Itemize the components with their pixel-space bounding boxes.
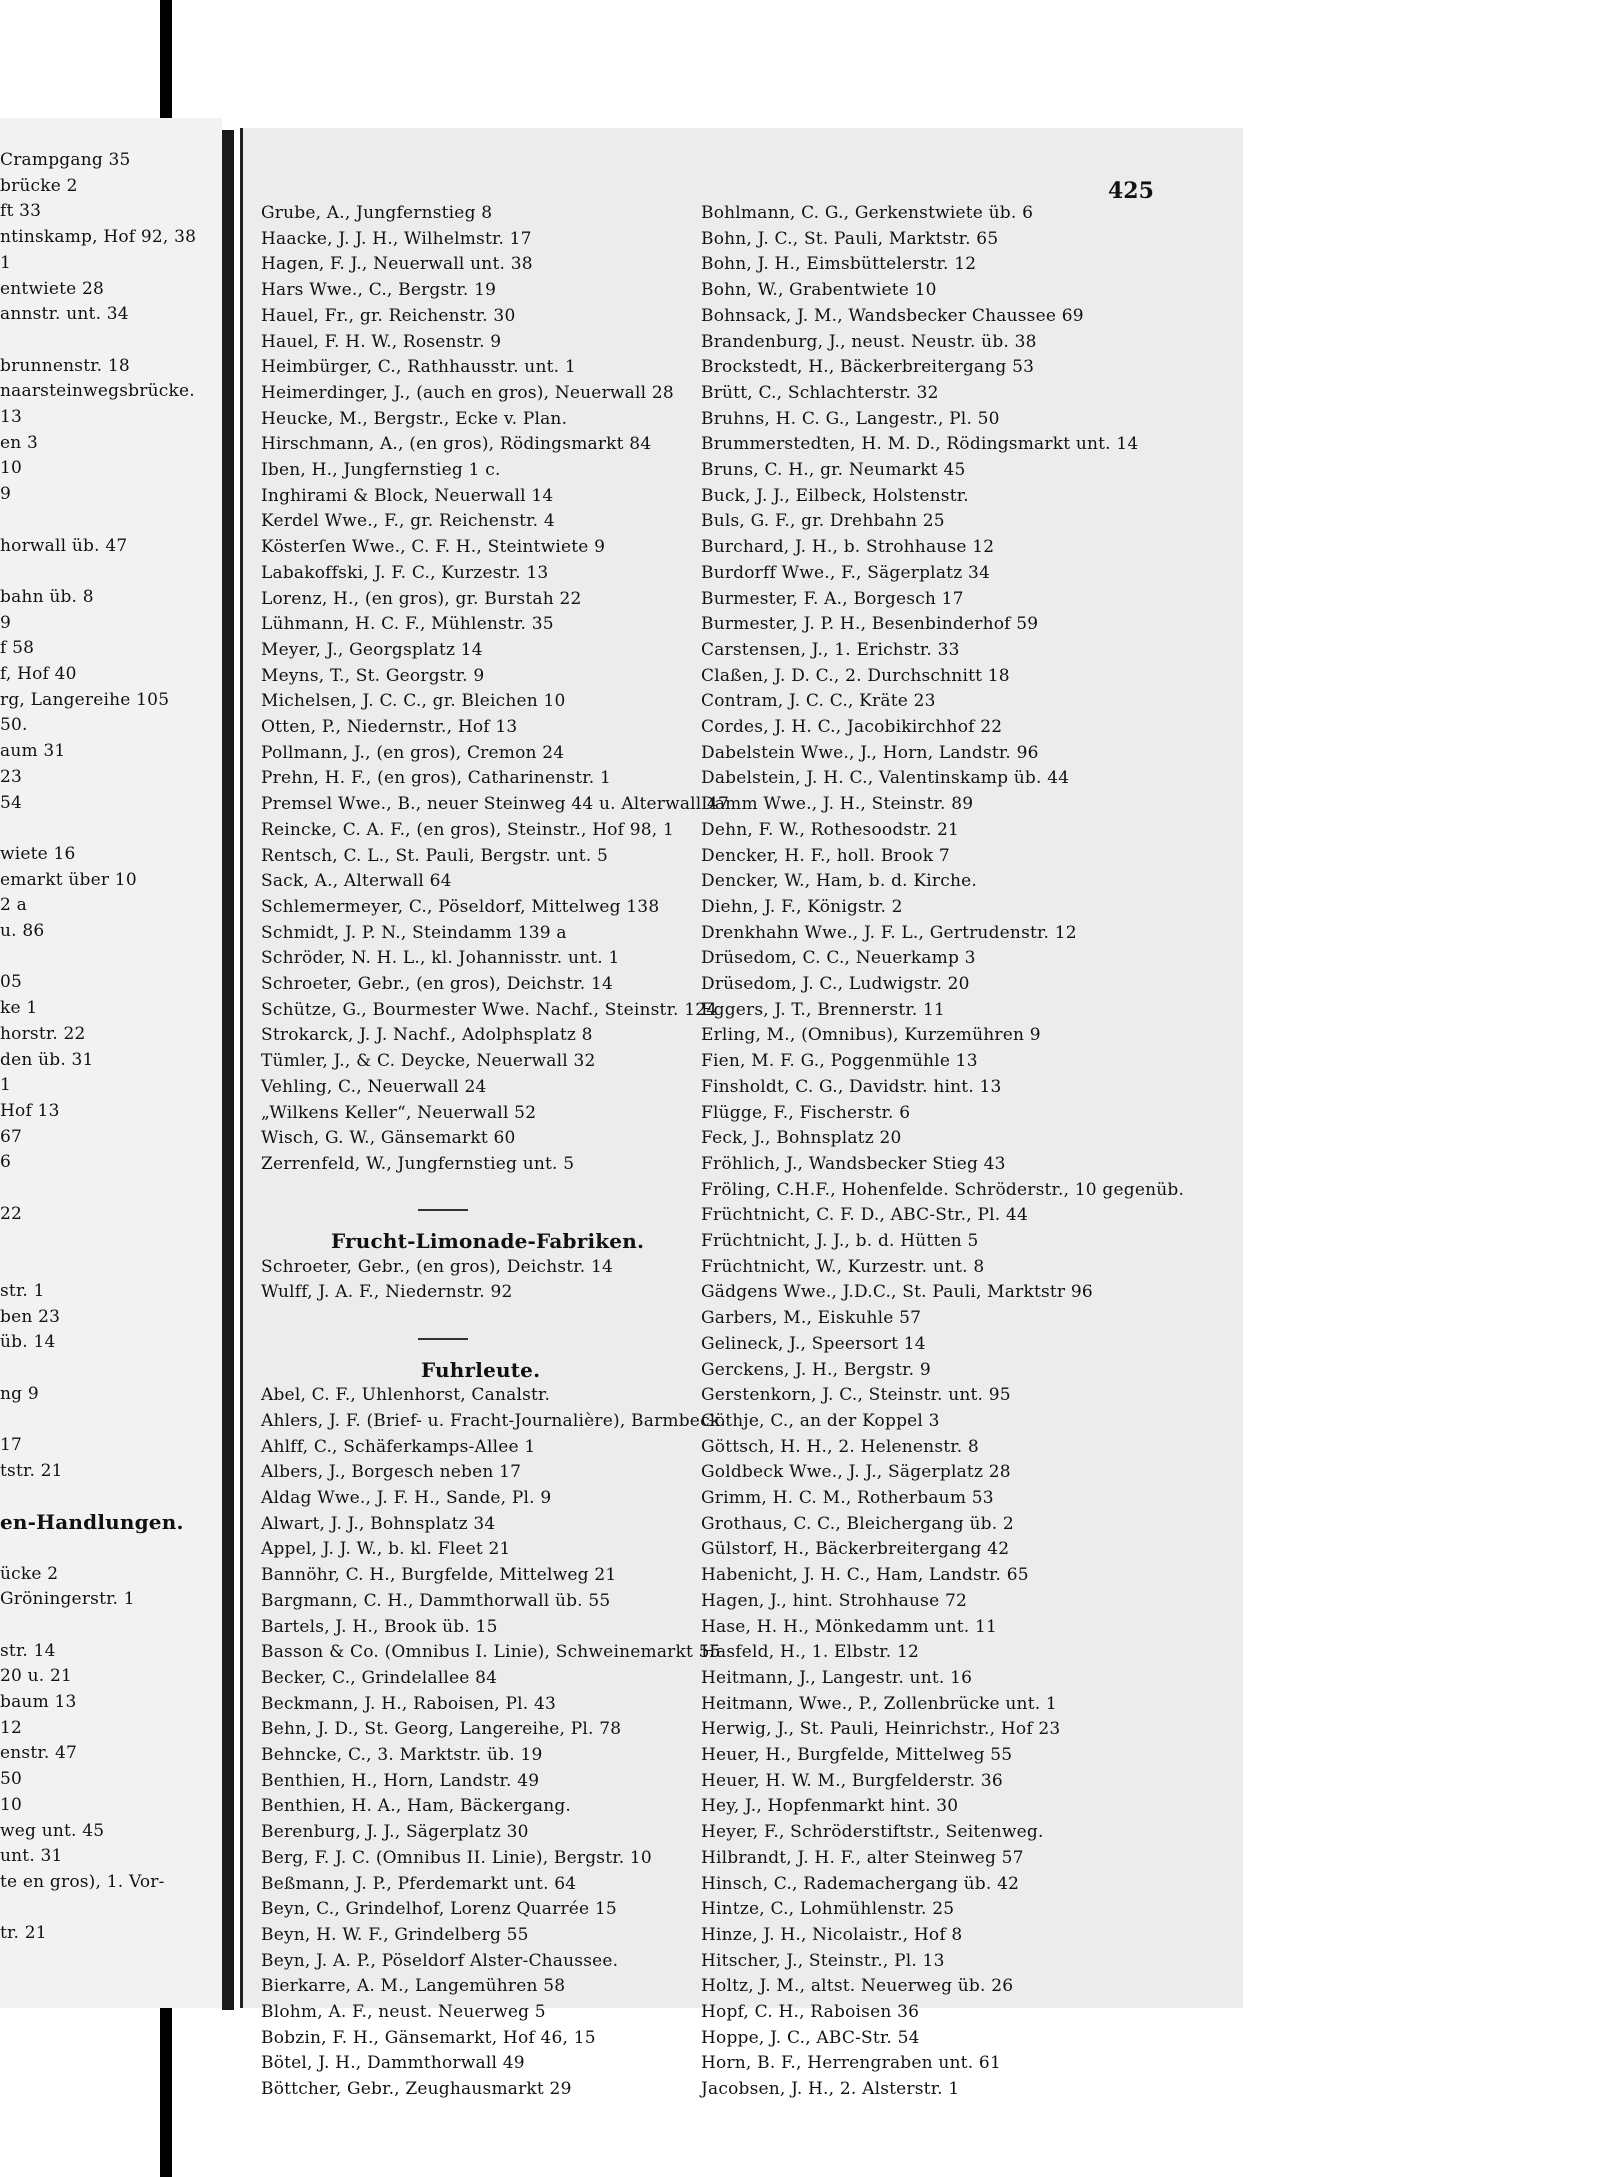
entry-line: Dabelstein, J. H. C., Valentinskamp üb. 44: [701, 768, 1070, 789]
entry-line: Bohlmann, C. G., Gerkenstwiete üb. 6: [701, 203, 1034, 223]
entry-line: Buls, G. F., gr. Drehbahn 25: [701, 511, 945, 532]
fragment-line: ben 23: [0, 1306, 61, 1327]
entry-line: Bötel, J. H., Dammthorwall 49: [261, 2053, 525, 2074]
page: [240, 128, 1243, 2100]
entry-line: Gülstorf, H., Bäckerbreitergang 42: [701, 1539, 1010, 1560]
fragment-line: üb. 14: [0, 1332, 56, 1353]
entry-line: Brummerstedten, H. M. D., Rödingsmarkt unt. 14: [701, 434, 1139, 455]
fragment-line: horstr. 22: [0, 1023, 86, 1044]
entry-line: Lühmann, H. C. F., Mühlenstr. 35: [261, 614, 554, 635]
fragment-line: 13: [0, 407, 23, 427]
entry-line: Bohn, J. C., St. Pauli, Marktstr. 65: [701, 228, 999, 249]
section-divider: [418, 1209, 468, 1211]
entry-line: Michelsen, J. C. C., gr. Bleichen 10: [261, 691, 566, 712]
entry-line: Brandenburg, J., neust. Neustr. üb. 38: [701, 331, 1037, 352]
entry-line: Prehn, H. F., (en gros), Catharinenstr. 1: [261, 768, 611, 789]
section-divider: [418, 1338, 468, 1340]
entry-line: Gerckens, J. H., Bergstr. 9: [701, 1359, 931, 1380]
entry-line: Grube, A., Jungfernstieg 8: [261, 203, 493, 223]
entry-line: Strokarck, J. J. Nachf., Adolphsplatz 8: [261, 1025, 593, 1046]
fragment-line: 2 a: [0, 895, 27, 916]
entry-line: Dehn, F. W., Rothesoodstr. 21: [701, 819, 960, 840]
entry-line: Bobzin, F. H., Gänsemarkt, Hof 46, 15: [261, 2027, 596, 2048]
entry-line: Behn, J. D., St. Georg, Langereihe, Pl. 78: [261, 1719, 622, 1740]
entry-line: Damm Wwe., J. H., Steinstr. 89: [701, 794, 974, 815]
entry-line: Berg, F. J. C. (Omnibus II. Linie), Bergstr. 10: [261, 1847, 652, 1868]
fragment-line: tr. 21: [0, 1923, 47, 1944]
entry-line: Appel, J. J. W., b. kl. Fleet 21: [261, 1539, 511, 1560]
fragment-line: te en gros), 1. Vor-: [0, 1871, 165, 1892]
entry-line: Früchtnicht, J. J., b. d. Hütten 5: [701, 1231, 979, 1251]
fragment-line: emarkt über 10: [0, 869, 137, 890]
entry-line: Ahlers, J. F. (Brief- u. Fracht-Journalière), Barmbeck.: [261, 1410, 726, 1431]
entry-line: Benthien, H. A., Ham, Bäckergang.: [261, 1796, 572, 1817]
entry-line: Gerstenkorn, J. C., Steinstr. unt. 95: [701, 1385, 1011, 1406]
entry-line: Bartels, J. H., Brook üb. 15: [261, 1616, 498, 1637]
fragment-line: annstr. unt. 34: [0, 304, 129, 325]
entry-line: Sack, A., Alterwall 64: [261, 871, 452, 892]
fragment-line: en 3: [0, 432, 39, 453]
entry-line: Jacobsen, J. H., 2. Alsterstr. 1: [701, 2079, 960, 2100]
entry-line: Otten, P., Niedernstr., Hof 13: [261, 717, 518, 737]
entry-line: Brütt, C., Schlachterstr. 32: [701, 382, 939, 403]
fragment-line: 22: [0, 1203, 23, 1224]
entry-line: Hoppe, J. C., ABC-Str. 54: [701, 2027, 920, 2048]
entry-line: Reincke, C. A. F., (en gros), Steinstr., Hof 98, 1: [261, 819, 675, 840]
section-heading: Fuhrleute.: [421, 1357, 541, 1382]
fragment-line: Hof 13: [0, 1100, 60, 1121]
page-number: 425: [1108, 178, 1154, 204]
entry-line: Habenicht, J. H. C., Ham, Landstr. 65: [701, 1565, 1029, 1586]
entry-line: Heimbürger, C., Rathhausstr. unt. 1: [261, 357, 576, 378]
fragment-line: 20 u. 21: [0, 1666, 73, 1687]
fragment-line: ft 33: [0, 201, 42, 222]
entry-line: Beyn, H. W. F., Grindelberg 55: [261, 1924, 529, 1945]
entry-line: Gädgens Wwe., J.D.C., St. Pauli, Marktstr 96: [701, 1282, 1093, 1303]
entry-line: Heyer, F., Schröderstiftstr., Seitenweg.: [701, 1822, 1044, 1843]
entry-line: Beyn, C., Grindelhof, Lorenz Quarrée 15: [261, 1899, 617, 1920]
entry-line: Meyer, J., Georgsplatz 14: [261, 639, 483, 660]
fragment-line: tstr. 21: [0, 1460, 63, 1481]
entry-line: Bohn, W., Grabentwiete 10: [701, 280, 937, 301]
entry-line: Heitmann, Wwe., P., Zollenbrücke unt. 1: [701, 1693, 1057, 1714]
fragment-line: wiete 16: [0, 843, 76, 864]
fragment-line: ücke 2: [0, 1563, 59, 1584]
entry-line: Gelineck, J., Speersort 14: [701, 1333, 926, 1354]
entry-line: Dencker, H. F., holl. Brook 7: [701, 845, 950, 866]
entry-line: Heuer, H. W. M., Burgfelderstr. 36: [701, 1770, 1003, 1791]
entry-line: Beyn, J. A. P., Pöseldorf Alster-Chaussee.: [261, 1950, 619, 1971]
entry-line: Drüsedom, C. C., Neuerkamp 3: [701, 948, 976, 969]
fragment-line: 10: [0, 1794, 23, 1815]
fragment-line: aum 31: [0, 741, 66, 762]
entry-line: Hasfeld, H., 1. Elbstr. 12: [701, 1642, 920, 1663]
entry-line: Schröder, N. H. L., kl. Johannisstr. unt. 1: [261, 948, 620, 969]
entry-line: Wisch, G. W., Gänsemarkt 60: [261, 1128, 516, 1149]
entry-line: Hars Wwe., C., Bergstr. 19: [261, 280, 497, 301]
fragment-line: 50: [0, 1769, 23, 1790]
fragment-line: 12: [0, 1717, 23, 1738]
entry-line: Beckmann, J. H., Raboisen, Pl. 43: [261, 1693, 557, 1714]
entry-line: Bohnsack, J. M., Wandsbecker Chaussee 69: [701, 305, 1084, 326]
entry-line: Burmester, J. P. H., Besenbinderhof 59: [701, 614, 1039, 635]
entry-line: Flügge, F., Fischerstr. 6: [701, 1102, 911, 1123]
fragment-line: brunnenstr. 18: [0, 355, 130, 376]
entry-line: Hopf, C. H., Raboisen 36: [701, 2002, 920, 2022]
entry-line: Grothaus, C. C., Bleichergang üb. 2: [701, 1513, 1014, 1534]
entry-line: Iben, H., Jungfernstieg 1 c.: [261, 460, 501, 480]
entry-line: Carstensen, J., 1. Erichstr. 33: [701, 639, 960, 660]
fragment-line: baum 13: [0, 1692, 77, 1712]
entry-line: Heuer, H., Burgfelde, Mittelweg 55: [701, 1745, 1013, 1765]
entry-line: Bruhns, H. C. G., Langestr., Pl. 50: [701, 408, 1000, 429]
entry-line: Buck, J. J., Eilbeck, Holstenstr.: [701, 485, 969, 506]
entry-line: Hauel, F. H. W., Rosenstr. 9: [261, 331, 502, 352]
entry-line: Drenkhahn Wwe., J. F. L., Gertrudenstr. 12: [701, 922, 1077, 943]
fragment-line: brücke 2: [0, 175, 78, 196]
fragment-line: 54: [0, 792, 23, 813]
entry-line: Hey, J., Hopfenmarkt hint. 30: [701, 1796, 959, 1817]
entry-line: Hinze, J. H., Nicolaistr., Hof 8: [701, 1924, 963, 1945]
fragment-line: 9: [0, 612, 12, 633]
fragment-line: weg unt. 45: [0, 1820, 105, 1841]
entry-line: Bannöhr, C. H., Burgfelde, Mittelweg 21: [261, 1565, 617, 1586]
entry-line: Fien, M. F. G., Poggenmühle 13: [701, 1051, 978, 1072]
entry-line: Vehling, C., Neuerwall 24: [261, 1076, 487, 1097]
entry-line: Fröling, C.H.F., Hohenfelde. Schröderstr., 10 gegenüb.: [701, 1179, 1185, 1200]
fragment-line: 1: [0, 1075, 12, 1096]
entry-line: Cordes, J. H. C., Jacobikirchhof 22: [701, 717, 1003, 737]
fragment-line: 9: [0, 484, 12, 505]
entry-line: Eggers, J. T., Brennerstr. 11: [701, 999, 946, 1020]
entry-line: Bohn, J. H., Eimsbüttelerstr. 12: [701, 254, 977, 275]
fragment-line: den üb. 31: [0, 1049, 94, 1070]
entry-line: Hitscher, J., Steinstr., Pl. 13: [701, 1950, 945, 1971]
entry-line: Böttcher, Gebr., Zeughausmarkt 29: [261, 2079, 572, 2100]
entry-line: Benthien, H., Horn, Landstr. 49: [261, 1770, 540, 1791]
entry-line: Hintze, C., Lohmühlenstr. 25: [701, 1899, 955, 1920]
fragment-line: bahn üb. 8: [0, 586, 94, 607]
fragment-line: horwall üb. 47: [0, 535, 128, 556]
entry-line: Rentsch, C. L., St. Pauli, Bergstr. unt. 5: [261, 845, 609, 866]
entry-line: Blohm, A. F., neust. Neuerweg 5: [261, 2002, 546, 2022]
entry-line: Bierkarre, A. M., Langemühren 58: [261, 1976, 566, 1997]
entry-line: Heucke, M., Bergstr., Ecke v. Plan.: [261, 408, 568, 429]
entry-line: Meyns, T., St. Georgstr. 9: [261, 665, 485, 686]
section-heading: Frucht-Limonade-Fabriken.: [331, 1229, 645, 1253]
entry-line: Hagen, F. J., Neuerwall unt. 38: [261, 254, 533, 275]
entry-line: Claßen, J. D. C., 2. Durchschnitt 18: [701, 665, 1010, 686]
fragment-line: 17: [0, 1435, 23, 1455]
entry-line: Feck, J., Bohnsplatz 20: [701, 1128, 902, 1149]
entry-line: Göttsch, H. H., 2. Helenenstr. 8: [701, 1436, 979, 1457]
fragment-line: enstr. 47: [0, 1743, 78, 1764]
entry-line: Kösterſen Wwe., C. F. H., Steintwiete 9: [261, 537, 606, 558]
entry-line: Schmidt, J. P. N., Steindamm 139 a: [261, 922, 567, 943]
entry-line: Zerrenfeld, W., Jungfernstieg unt. 5: [261, 1153, 575, 1174]
fragment-line: 67: [0, 1126, 23, 1147]
fragment-line: 6: [0, 1152, 12, 1173]
entry-line: Brockstedt, H., Bäckerbreitergang 53: [701, 357, 1035, 378]
entry-line: Abel, C. F., Uhlenhorst, Canalstr.: [261, 1385, 551, 1406]
fragment-line: naarsteinwegsbrücke.: [0, 381, 195, 402]
fragment-line: f 58: [0, 638, 35, 659]
fragment-line: 23: [0, 766, 23, 787]
entry-line: Bargmann, C. H., Dammthorwall üb. 55: [261, 1590, 611, 1611]
entry-line: Holtz, J. M., altst. Neuerweg üb. 26: [701, 1976, 1014, 1997]
entry-line: Berenburg, J. J., Sägerplatz 30: [261, 1822, 529, 1843]
entry-line: Becker, C., Grindelallee 84: [261, 1667, 498, 1688]
entry-line: Heimerdinger, J., (auch en gros), Neuerwall 28: [261, 382, 674, 403]
entry-line: Basson & Co. (Omnibus I. Linie), Schweinemarkt 55: [261, 1642, 721, 1663]
entry-line: Wulff, J. A. F., Niedernstr. 92: [261, 1282, 513, 1303]
entry-line: Früchtnicht, W., Kurzestr. unt. 8: [701, 1256, 985, 1277]
previous-page-fragment: [0, 118, 222, 2008]
fragment-line: ke 1: [0, 998, 38, 1019]
entry-line: Burmester, F. A., Borgesch 17: [701, 588, 964, 609]
fragment-line: entwiete 28: [0, 278, 105, 299]
entry-line: Goldbeck Wwe., J. J., Sägerplatz 28: [701, 1462, 1011, 1483]
entry-line: Kerdel Wwe., F., gr. Reichenstr. 4: [261, 511, 555, 532]
fragment-line: Crampgang 35: [0, 150, 131, 170]
entry-line: Drüsedom, J. C., Ludwigstr. 20: [701, 974, 970, 994]
fragment-line: u. 86: [0, 921, 45, 941]
fragment-line: str. 14: [0, 1640, 56, 1661]
entry-line: Premsel Wwe., B., neuer Steinweg 44 u. Alterwall 47: [261, 794, 730, 815]
entry-line: Hauel, Fr., gr. Reichenstr. 30: [261, 305, 516, 326]
entry-line: Früchtnicht, C. F. D., ABC-Str., Pl. 44: [701, 1205, 1028, 1226]
entry-line: Garbers, M., Eiskuhle 57: [701, 1308, 922, 1329]
fragment-line: 1: [0, 252, 12, 273]
entry-line: Dabelstein Wwe., J., Horn, Landstr. 96: [701, 742, 1039, 763]
fragment-line: f, Hof 40: [0, 664, 77, 684]
entry-line: Göthje, C., an der Koppel 3: [701, 1410, 940, 1431]
fragment-line: ng 9: [0, 1383, 39, 1404]
entry-line: Aldag Wwe., J. F. H., Sande, Pl. 9: [261, 1488, 552, 1508]
entry-line: Erling, M., (Omnibus), Kurzemühren 9: [701, 1025, 1041, 1046]
entry-line: Inghirami & Block, Neuerwall 14: [261, 485, 554, 506]
entry-line: Diehn, J. F., Königstr. 2: [701, 896, 903, 917]
entry-line: Tümler, J., & C. Deycke, Neuerwall 32: [261, 1051, 596, 1072]
fragment-line: unt. 31: [0, 1846, 63, 1867]
entry-line: Herwig, J., St. Pauli, Heinrichstr., Hof 23: [701, 1719, 1061, 1740]
page-gutter: [222, 130, 234, 2010]
entry-line: Beßmann, J. P., Pferdemarkt unt. 64: [261, 1873, 577, 1894]
entry-line: Dencker, W., Ham, b. d. Kirche.: [701, 871, 977, 892]
entry-line: Labakoffski, J. F. C., Kurzestr. 13: [261, 562, 549, 583]
entry-line: Ahlff, C., Schäferkamps-Allee 1: [261, 1436, 536, 1457]
section-heading: en-Handlungen.: [0, 1510, 184, 1535]
fragment-line: ntinskamp, Hof 92, 38: [0, 227, 197, 248]
entry-line: Hinsch, C., Rademachergang üb. 42: [701, 1873, 1020, 1894]
entry-line: Albers, J., Borgesch neben 17: [261, 1462, 522, 1483]
entry-line: Contram, J. C. C., Kräte 23: [701, 691, 936, 712]
entry-line: Burchard, J. H., b. Strohhause 12: [701, 537, 995, 558]
entry-line: Lorenz, H., (en gros), gr. Burstah 22: [261, 588, 582, 609]
entry-line: Finsholdt, C. G., Davidstr. hint. 13: [701, 1076, 1002, 1097]
entry-line: Alwart, J. J., Bohnsplatz 34: [261, 1513, 496, 1534]
fragment-line: 50.: [0, 715, 28, 736]
fragment-line: Gröningerstr. 1: [0, 1589, 135, 1610]
entry-line: Hagen, J., hint. Strohhause 72: [701, 1590, 967, 1611]
entry-line: Behncke, C., 3. Marktstr. üb. 19: [261, 1745, 543, 1765]
entry-line: Hilbrandt, J. H. F., alter Steinweg 57: [701, 1847, 1024, 1868]
entry-line: Horn, B. F., Herrengraben unt. 61: [701, 2053, 1001, 2074]
entry-line: Grimm, H. C. M., Rotherbaum 53: [701, 1488, 994, 1508]
entry-line: „Wilkens Keller“, Neuerwall 52: [261, 1102, 537, 1123]
entry-line: Schroeter, Gebr., (en gros), Deichstr. 14: [261, 1256, 613, 1277]
entry-line: Hirschmann, A., (en gros), Rödingsmarkt 84: [261, 434, 652, 455]
entry-line: Schlemermeyer, C., Pöseldorf, Mittelweg 138: [261, 896, 660, 917]
fragment-line: 05: [0, 972, 23, 993]
entry-line: Pollmann, J., (en gros), Cremon 24: [261, 742, 565, 763]
entry-line: Burdorff Wwe., F., Sägerplatz 34: [701, 562, 990, 583]
entry-line: Bruns, C. H., gr. Neumarkt 45: [701, 460, 966, 480]
entry-line: Fröhlich, J., Wandsbecker Stieg 43: [701, 1153, 1006, 1174]
entry-line: Hase, H. H., Mönkedamm unt. 11: [701, 1616, 998, 1637]
entry-line: Heitmann, J., Langestr. unt. 16: [701, 1667, 973, 1688]
entry-line: Haacke, J. J. H., Wilhelmstr. 17: [261, 228, 532, 249]
entry-line: Schroeter, Gebr., (en gros), Deichstr. 14: [261, 974, 613, 994]
fragment-line: str. 1: [0, 1280, 45, 1301]
fragment-line: 10: [0, 458, 23, 479]
fragment-line: rg, Langereihe 105: [0, 689, 170, 710]
entry-line: Schütze, G., Bourmester Wwe. Nachf., Steinstr. 124: [261, 999, 718, 1020]
